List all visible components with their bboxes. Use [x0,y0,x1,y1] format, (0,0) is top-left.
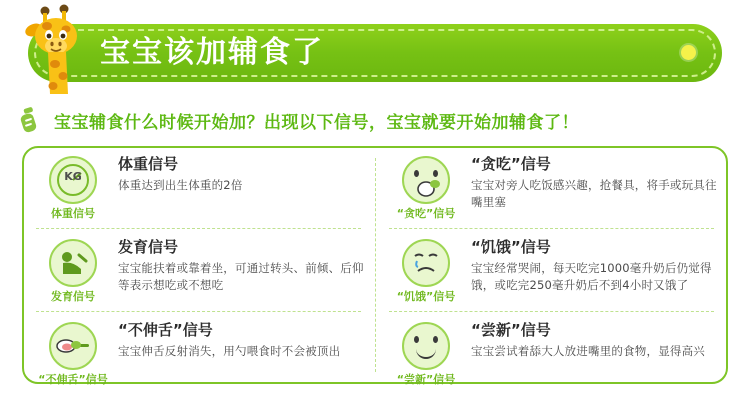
weight-scale-label: KG [64,170,82,183]
signal-icon-caption: 发育信号 [51,290,95,303]
signal-title: “贪吃”信号 [471,155,551,173]
signal-icon-column [30,237,116,304]
signal-icon-column [30,154,116,221]
feeding-bottle-icon [16,107,42,135]
signal-text-column [469,320,718,360]
signal-icon-caption: 体重信号 [51,207,95,220]
face-eye-left [414,336,419,343]
signal-description: 宝宝经常哭闹，每天吃完1000毫升奶后仍觉得饿，或吃完250毫升奶后不到4小时又饿了 [471,261,712,292]
signal-description: 体重达到出生体重的2倍 [118,178,243,192]
signal-item [22,229,375,312]
signal-icon-caption: “饥饿”信号 [396,290,456,303]
signal-item [375,312,728,395]
signal-description: 宝宝对旁人吃饭感兴趣，抢餐具，将手或玩具往嘴里塞 [471,178,717,209]
signals-grid [22,146,728,384]
yellow-dot-icon [681,45,696,60]
signal-item [22,146,375,229]
signal-text-column [469,237,718,294]
hungry-mouth-face-icon [402,156,450,204]
subheading-row [10,103,740,137]
signal-icon-caption: “贪吃”信号 [396,207,456,220]
signal-title: “尝新”信号 [471,321,551,339]
signal-title: “饥饿”信号 [471,238,551,256]
signal-title: 发育信号 [118,238,179,256]
signal-item [375,146,728,229]
signal-text-column [116,154,365,194]
signal-icon-caption: “尝新”信号 [396,373,456,386]
signal-icon-caption: “不伸舌”信号 [38,373,108,386]
baby-sitting-icon [49,239,97,287]
signal-description: 宝宝尝试着舔大人放进嘴里的食物，显得高兴 [471,344,705,358]
page-title: 宝宝该加辅食了 [100,35,324,70]
signal-description: 宝宝能扶着或靠着坐，可通过转头、前倾、后仰等表示想吃或不想吃 [118,261,364,292]
signal-item [22,312,375,395]
face-eye-right [433,336,438,343]
signal-text-column [116,237,365,294]
weight-scale-icon [49,156,97,204]
signal-title: 体重信号 [118,155,179,173]
signal-icon-column [383,237,469,304]
tongue-spoon-icon [49,322,97,370]
crying-face-icon [402,239,450,287]
signal-title: “不伸舌”信号 [118,321,213,339]
subheading-text: 宝宝辅食什么时候开始加？出现以下信号，宝宝就要开始加辅食了！ [54,113,579,133]
smiling-face-icon [402,322,450,370]
signal-text-column [469,154,718,211]
signal-icon-column [383,154,469,221]
signal-item [375,229,728,312]
signal-text-column [116,320,365,360]
giraffe-icon [22,2,96,94]
signal-icon-column [30,320,116,387]
signal-description: 宝宝伸舌反射消失，用勺喂食时不会被顶出 [118,344,341,358]
header-banner [28,24,722,82]
face-smile [416,348,436,359]
signal-icon-column [383,320,469,387]
